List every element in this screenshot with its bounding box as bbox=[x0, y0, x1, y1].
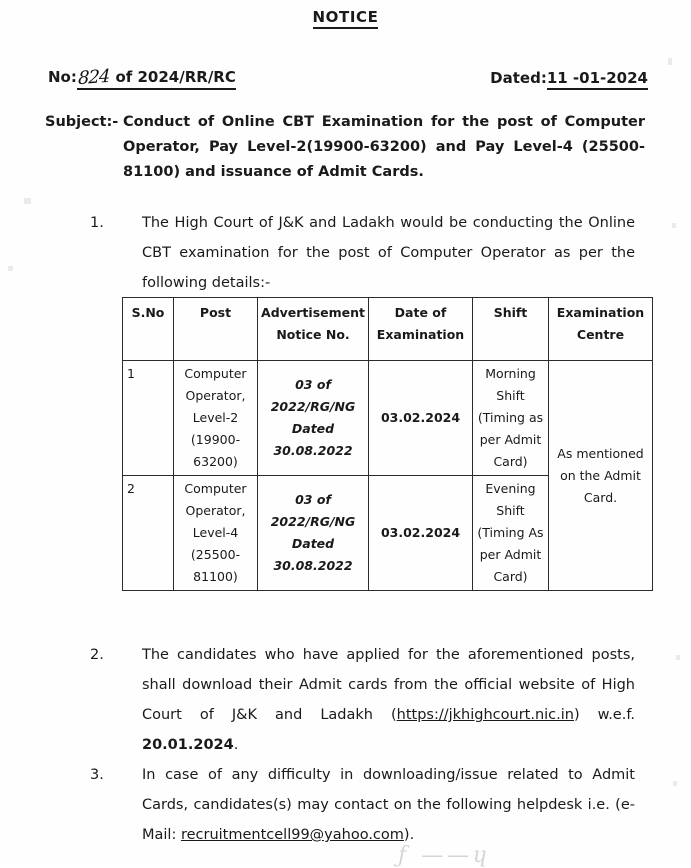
scan-speck bbox=[672, 223, 676, 228]
scan-speck bbox=[8, 266, 13, 271]
paragraph-2-text-part1: The candidates who have applied for the aforementioned posts, shall download their Admit cards from the official website of High Court of J&K and Ladakh ( bbox=[142, 647, 635, 723]
cell-sno: 2 bbox=[123, 476, 174, 591]
table-header-post: Post bbox=[174, 298, 258, 361]
cell-advertisement-notice-no: 03 of 2022/RG/NG Dated 30.08.2022 bbox=[258, 476, 369, 591]
paragraph-3-text bbox=[142, 760, 635, 850]
dated-block bbox=[490, 69, 648, 90]
paragraph-2 bbox=[90, 640, 635, 760]
paragraph-2-text-part2: ) w.e.f. bbox=[573, 707, 636, 723]
notice-number-label: No: bbox=[48, 68, 77, 86]
reference-line bbox=[48, 66, 648, 90]
page-title-text: NOTICE bbox=[313, 8, 379, 29]
signature-ghost: ƒ ——ɥ bbox=[398, 843, 492, 868]
cell-date-of-examination: 03.02.2024 bbox=[369, 476, 473, 591]
table-header-advertisement-notice-no: Advertisement Notice No. bbox=[258, 298, 369, 361]
paragraph-3-text-part1: In case of any difficulty in downloading/issue related to Admit Cards, candidates(s) may contact on the following helpdesk i.e. (e-Mail: bbox=[142, 767, 635, 843]
notice-number-handwritten: 824 bbox=[77, 65, 110, 90]
jkhighcourt-website-link[interactable]: https://jkhighcourt.nic.in bbox=[396, 707, 574, 723]
paragraph-1-text: The High Court of J&K and Ladakh would be conducting the Online CBT examination for the post of Computer Operator as per the following details:- bbox=[142, 215, 635, 291]
subject-text: Conduct of Online CBT Examination for the post of Computer Operator, Pay Level-2(19900-63200) and Pay Level-4 (25500-81100) and issuance of Admit Cards. bbox=[123, 114, 645, 180]
table-header-row bbox=[123, 298, 653, 361]
paragraph-3-number: 3. bbox=[90, 767, 104, 783]
table-header-date-of-examination: Date of Examination bbox=[369, 298, 473, 361]
paragraph-1 bbox=[90, 208, 635, 298]
subject-block bbox=[45, 110, 645, 185]
scan-speck bbox=[676, 655, 680, 660]
table-row bbox=[123, 361, 653, 476]
page-title bbox=[0, 8, 691, 26]
paragraph-2-text-part3: . bbox=[233, 737, 239, 753]
cell-advertisement-notice-no: 03 of 2022/RG/NG Dated 30.08.2022 bbox=[258, 361, 369, 476]
cell-post: Computer Operator, Level-4 (25500-81100) bbox=[174, 476, 258, 591]
cell-date-of-examination: 03.02.2024 bbox=[369, 361, 473, 476]
cell-sno: 1 bbox=[123, 361, 174, 476]
table-header-sno: S.No bbox=[123, 298, 174, 361]
paragraph-2-text bbox=[142, 640, 635, 760]
scan-speck bbox=[24, 198, 31, 204]
subject-label: Subject:- bbox=[45, 114, 119, 130]
paragraph-2-number: 2. bbox=[90, 647, 104, 663]
paragraph-3 bbox=[90, 760, 635, 850]
scan-speck bbox=[668, 58, 672, 65]
notice-number-block bbox=[48, 66, 236, 90]
paragraph-1-number: 1. bbox=[90, 215, 104, 231]
cell-examination-centre: As mentioned on the Admit Card. bbox=[549, 361, 653, 591]
paragraph-3-text-part2: ). bbox=[403, 827, 415, 843]
table-header-examination-centre: Examination Centre bbox=[549, 298, 653, 361]
cell-shift: Morning Shift (Timing as per Admit Card) bbox=[473, 361, 549, 476]
cell-post: Computer Operator, Level-2 (19900-63200) bbox=[174, 361, 258, 476]
helpdesk-email-link[interactable]: recruitmentcell99@yahoo.com bbox=[180, 827, 404, 843]
admit-card-release-date: 20.01.2024 bbox=[142, 737, 234, 753]
dated-value: 11 -01-2024 bbox=[547, 69, 648, 90]
notice-number-suffix: of 2024/RR/RC bbox=[110, 68, 236, 86]
cell-shift: Evening Shift (Timing As per Admit Card) bbox=[473, 476, 549, 591]
notice-number-underlined bbox=[77, 66, 236, 90]
dated-label: Dated: bbox=[490, 69, 547, 87]
table-header-shift: Shift bbox=[473, 298, 549, 361]
examination-details-table bbox=[122, 297, 652, 591]
scan-speck bbox=[673, 781, 677, 786]
